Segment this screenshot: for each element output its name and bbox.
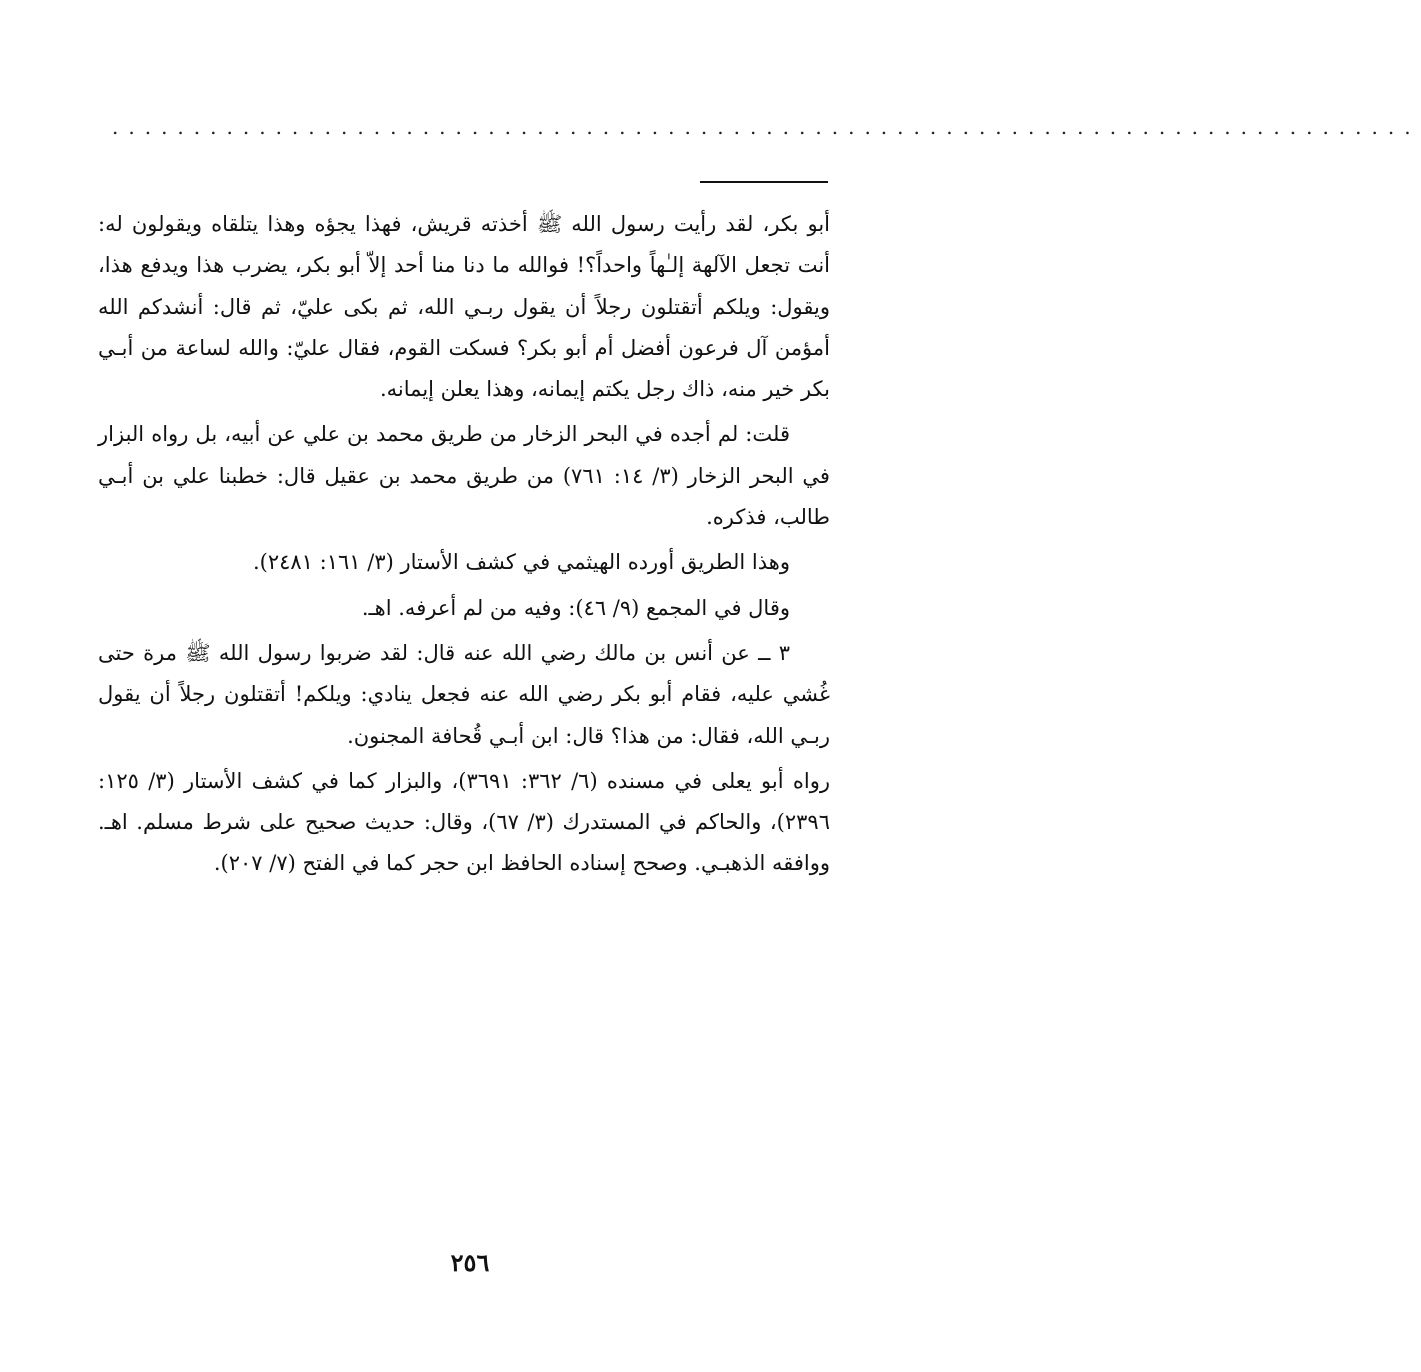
paragraph-continuation: أبو بكر، لقد رأيت رسول الله ﷺ أخذته قريش، فهذا يجؤه وهذا يتلقاه ويقولون له: أنت تجعل الآلهة إلـٰهاً واحداً؟! فوالله ما دنا منا أحد إلاّ أبو بكر، يضرب هذا ويدفع هذا، ويقول: ويلكم أتقتلون رجلاً أن يقول ربـي الله، ثم بكى عليّ، ثم قال: أنشدكم الله أمؤمن آل فرعون أفضل أم أبو بكر؟ فسكت القوم، فقال عليّ: والله لساعة من أبـي بكر خير منه، ذاك رجل يكتم إيمانه، وهذا يعلن إيمانه. [98,212,830,402]
footnote-rule [700,181,828,183]
page-number: ٢٥٦ [450,1248,490,1277]
paragraph-takhrij: رواه أبو يعلى في مسنده (٦/ ٣٦٢: ٣٦٩١)، والبزار كما في كشف الأستار (٣/ ١٢٥: ٢٣٩٦)، والحاكم في المستدرك (٣/ ٦٧)، وقال: حديث صحيح على شرط مسلم. اهـ. ووافقه الذهبـي. وصحح إسناده الحافظ ابن حجر كما في الفتح (٧/ ٢٠٧). [98,768,830,876]
footnote-text [98,204,830,889]
paragraph-note: قلت: لم أجده في البحر الزخار من طريق محمد بن علي عن أبيه، بل رواه البزار في البحر الزخار (٣/ ١٤: ٧٦١) من طريق محمد بن عقيل قال: خطبنا علي بن أبـي طالب، فذكره. [98,422,830,530]
paragraph-hadith-3: ٣ ــ عن أنس بن مالك رضي الله عنه قال: لقد ضربوا رسول الله ﷺ مرة حتى غُشي عليه، فقام أبو بكر رضي الله عنه فجعل ينادي: ويلكم! أتقتلون رجلاً أن يقول ربـي الله، فقال: من هذا؟ قال: ابن أبـي قُحافة المجنون. [98,640,830,748]
dotted-separator: ................................................................................ [112,115,1421,139]
paragraph-source: وهذا الطريق أورده الهيثمي في كشف الأستار (٣/ ١٦١: ٢٤٨١). [252,550,790,575]
paragraph-majma: وقال في المجمع (٩/ ٤٦): وفيه من لم أعرفه. اهـ. [361,595,790,620]
